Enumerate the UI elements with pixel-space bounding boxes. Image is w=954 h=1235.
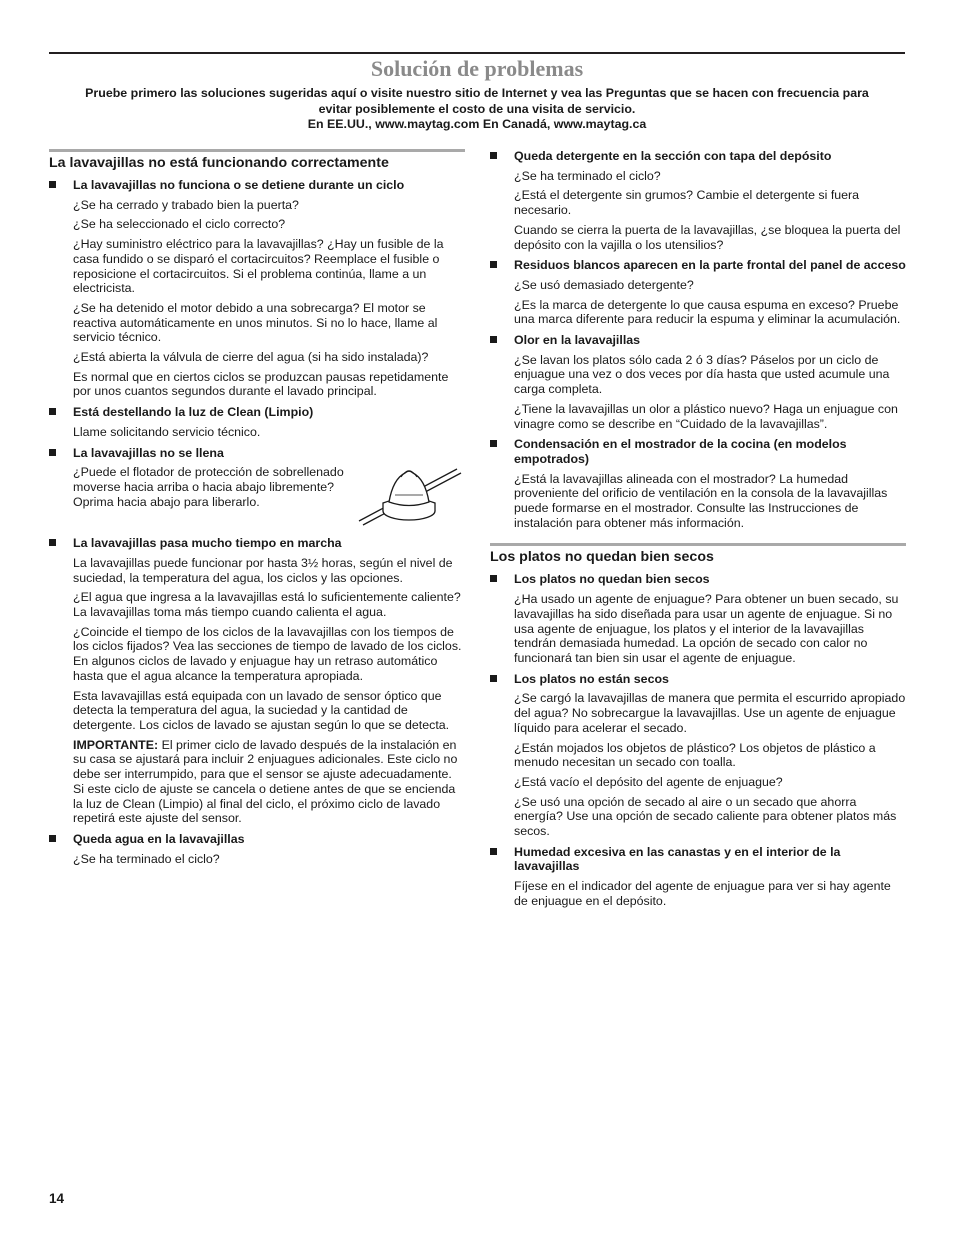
problem-title [490, 572, 906, 587]
page-number: 14 [49, 1191, 65, 1206]
important-text: El primer ciclo de lavado después de la instalación en su casa se ajustará para incluir 2 enjuagues adicionales. Este ciclo no debe ser interrumpido, para que el sensor se ajuste adecuadamente. Si este ciclo de ajuste se cancela o detiene antes de que se encienda la luz de Clean (Limpio) al final del ciclo, el próximo ciclo de lavado repetirá este ajuste del sensor. [73, 737, 458, 826]
problem-title [49, 178, 465, 193]
intro-line: Pruebe primero las soluciones sugeridas aquí o visite nuestro sitio de Internet y vea las Preguntas que se hacen con frecuencia para [85, 86, 869, 100]
square-bullet-icon [490, 261, 497, 268]
square-bullet-icon [490, 848, 497, 855]
problem-title [49, 405, 465, 420]
paragraph: ¿Se lavan los platos sólo cada 2 ó 3 días? Páselos por un ciclo de enjuague una vez o dos veces por día hasta que usted acumule una carga completa. [514, 352, 890, 397]
paragraph: ¿Se ha terminado el ciclo? [514, 168, 661, 183]
square-bullet-icon [490, 152, 497, 159]
problem-title [49, 536, 465, 551]
paragraph: ¿Están mojados los objetos de plástico? Los objetos de plástico a menudo necesitan un secado con toalla. [514, 740, 876, 770]
square-bullet-icon [49, 181, 56, 188]
problem-title-text: Condensación en el mostrador de la cocina (en modelos empotrados) [514, 437, 847, 466]
paragraph: ¿Está vacío el depósito del agente de enjuague? [514, 774, 783, 789]
problem-title-text: Humedad excesiva en las canastas y en el interior de la lavavajillas [514, 844, 841, 874]
paragraph: Es normal que en ciertos ciclos se produzcan pausas repetidamente por unos cuantos segundos durante el lavado principal. [73, 369, 449, 399]
paragraph: ¿Ha usado un agente de enjuague? Para obtener un buen secado, su lavavajillas ha sido diseñada para usar un agente de enjuague. Si no usa agente de enjuague, los platos y el interior de la lavavajillas tendrán demasiada humedad. La opción de secado con calor no funcionará tan bien sin usar el agente de enjuague. [514, 592, 899, 665]
top-rule [49, 52, 905, 54]
problem-title-text: Queda agua en la lavavajillas [73, 831, 245, 846]
intro-line: En EE.UU., www.maytag.com En Canadá, www.maytag.ca [307, 117, 647, 131]
section-heading: La lavavajillas no está funcionando correctamente [49, 149, 465, 172]
problem-title [490, 845, 906, 874]
paragraph: Cuando se cierra la puerta de la lavavajillas, ¿se bloquea la puerta del depósito con la vajilla o los utensilios? [514, 222, 901, 252]
paragraph: ¿Es la marca de detergente lo que causa espuma en exceso? Pruebe una marca diferente para reducir la espuma y eliminar la acumulación. [514, 297, 901, 327]
paragraph: Esta lavavajillas está equipada con un lavado de sensor óptico que detecta la temperatura del agua, la suciedad y la cantidad de detergente. Los ciclos de lavado se ajustan según lo que se detecta. [73, 688, 450, 732]
paragraph: Llame solicitando servicio técnico. [73, 424, 261, 439]
overfill-float-icon [353, 465, 465, 527]
square-bullet-icon [490, 575, 497, 582]
problem-title-text: Olor en la lavavajillas [514, 333, 641, 348]
problem-title-text: La lavavajillas no funciona o se detiene durante un ciclo [73, 178, 405, 192]
intro-line: evitar posiblemente el costo de una visita de servicio. [318, 101, 636, 116]
problem-title [490, 672, 906, 687]
paragraph: Fíjese en el indicador del agente de enjuague para ver si hay agente de enjuague en el depósito. [514, 879, 891, 908]
square-bullet-icon [490, 675, 497, 682]
problem-title-text: Queda detergente en la sección con tapa del depósito [514, 149, 832, 163]
square-bullet-icon [490, 440, 497, 447]
square-bullet-icon [49, 835, 56, 842]
paragraph: ¿Se usó demasiado detergente? [514, 277, 694, 292]
important-label: IMPORTANTE: [73, 737, 159, 752]
paragraph: ¿Está la lavavajillas alineada con el mostrador? La humedad proveniente del orificio de ventilación en la consola de la lavavajillas puede formarse en el mostrador. Consulte las Instrucciones de instalación para obtener más información. [514, 471, 888, 530]
problem-title [49, 832, 465, 847]
problem-title [490, 437, 906, 466]
paragraph: ¿El agua que ingresa a la lavavajillas está lo suficientemente caliente? La lavavajillas toma más tiempo cuando calienta el agua. [73, 590, 461, 620]
square-bullet-icon [49, 449, 56, 456]
problem-title-text: Los platos no quedan bien secos [514, 572, 710, 587]
square-bullet-icon [49, 539, 56, 546]
right-column [490, 149, 906, 914]
paragraph: La lavavajillas puede funcionar por hasta 3½ horas, según el nivel de suciedad, la temperatura del agua, los ciclos y las opciones. [73, 555, 453, 585]
problem-title-text: Residuos blancos aparecen en la parte frontal del panel de acceso [514, 258, 906, 273]
paragraph: ¿Se ha terminado el ciclo? [73, 851, 220, 866]
problem-title-text: Los platos no están secos [514, 671, 669, 686]
problem-title-text: Está destellando la luz de Clean (Limpio) [73, 405, 314, 420]
paragraph: ¿Hay suministro eléctrico para la lavavajillas? ¿Hay un fusible de la casa fundido o se disparó el cortacircuitos? Reemplace el fusible o reposicione el cortacircuitos. Si el problema continúa, llame a un electricista. [73, 237, 444, 296]
paragraph: ¿Se ha detenido el motor debido a una sobrecarga? El motor se reactiva automáticamente en unos minutos. Si no lo hace, llame al servicio técnico. [73, 300, 438, 345]
paragraph: ¿Se usó una opción de secado al aire o un secado que ahorra energía? Use una opción de secado caliente para obtener platos más secos. [514, 794, 897, 839]
important-note [49, 738, 465, 826]
left-column [49, 149, 465, 871]
problem-title-text: La lavavajillas no se llena [73, 445, 224, 460]
paragraph: ¿Coincide el tiempo de los ciclos de la lavavajillas con los tiempos de los ciclos fijados? Vea las secciones de tiempo de lavado de los ciclos. En algunos ciclos de lavado y enjuague hay un retraso automático hasta que el agua alcance la temperatura apropiada. [73, 624, 462, 683]
problem-title [490, 258, 906, 273]
float-paragraph-block [49, 465, 465, 531]
paragraph: ¿Está abierta la válvula de cierre del agua (si ha sido instalada)? [73, 350, 429, 365]
problem-title [490, 333, 906, 348]
problem-title [490, 149, 906, 164]
paragraph: ¿Puede el flotador de protección de sobrellenado moverse hacia arriba o hacia abajo libremente? Oprima hacia abajo para liberarlo. [73, 465, 344, 509]
problem-title-text: La lavavajillas pasa mucho tiempo en marcha [73, 536, 342, 551]
paragraph: ¿Se cargó la lavavajillas de manera que permita el escurrido apropiado del agua? No sobrecargue la lavavajillas. Use un agente de enjuague líquido para acelerar el secado. [514, 691, 906, 735]
intro-text [49, 86, 905, 133]
paragraph: ¿Está el detergente sin grumos? Cambie el detergente si fuera necesario. [514, 188, 860, 218]
square-bullet-icon [49, 408, 56, 415]
paragraph: ¿Se ha seleccionado el ciclo correcto? [73, 217, 286, 232]
paragraph: ¿Se ha cerrado y trabado bien la puerta? [73, 197, 299, 212]
square-bullet-icon [490, 336, 497, 343]
paragraph: ¿Tiene la lavavajillas un olor a plástico nuevo? Haga un enjuague con vinagre como se describe en “Cuidado de la lavavajillas”. [514, 401, 898, 431]
section-heading: Los platos no quedan bien secos [490, 543, 906, 566]
page-title: Solución de problemas [370, 56, 584, 81]
problem-title [49, 446, 465, 461]
